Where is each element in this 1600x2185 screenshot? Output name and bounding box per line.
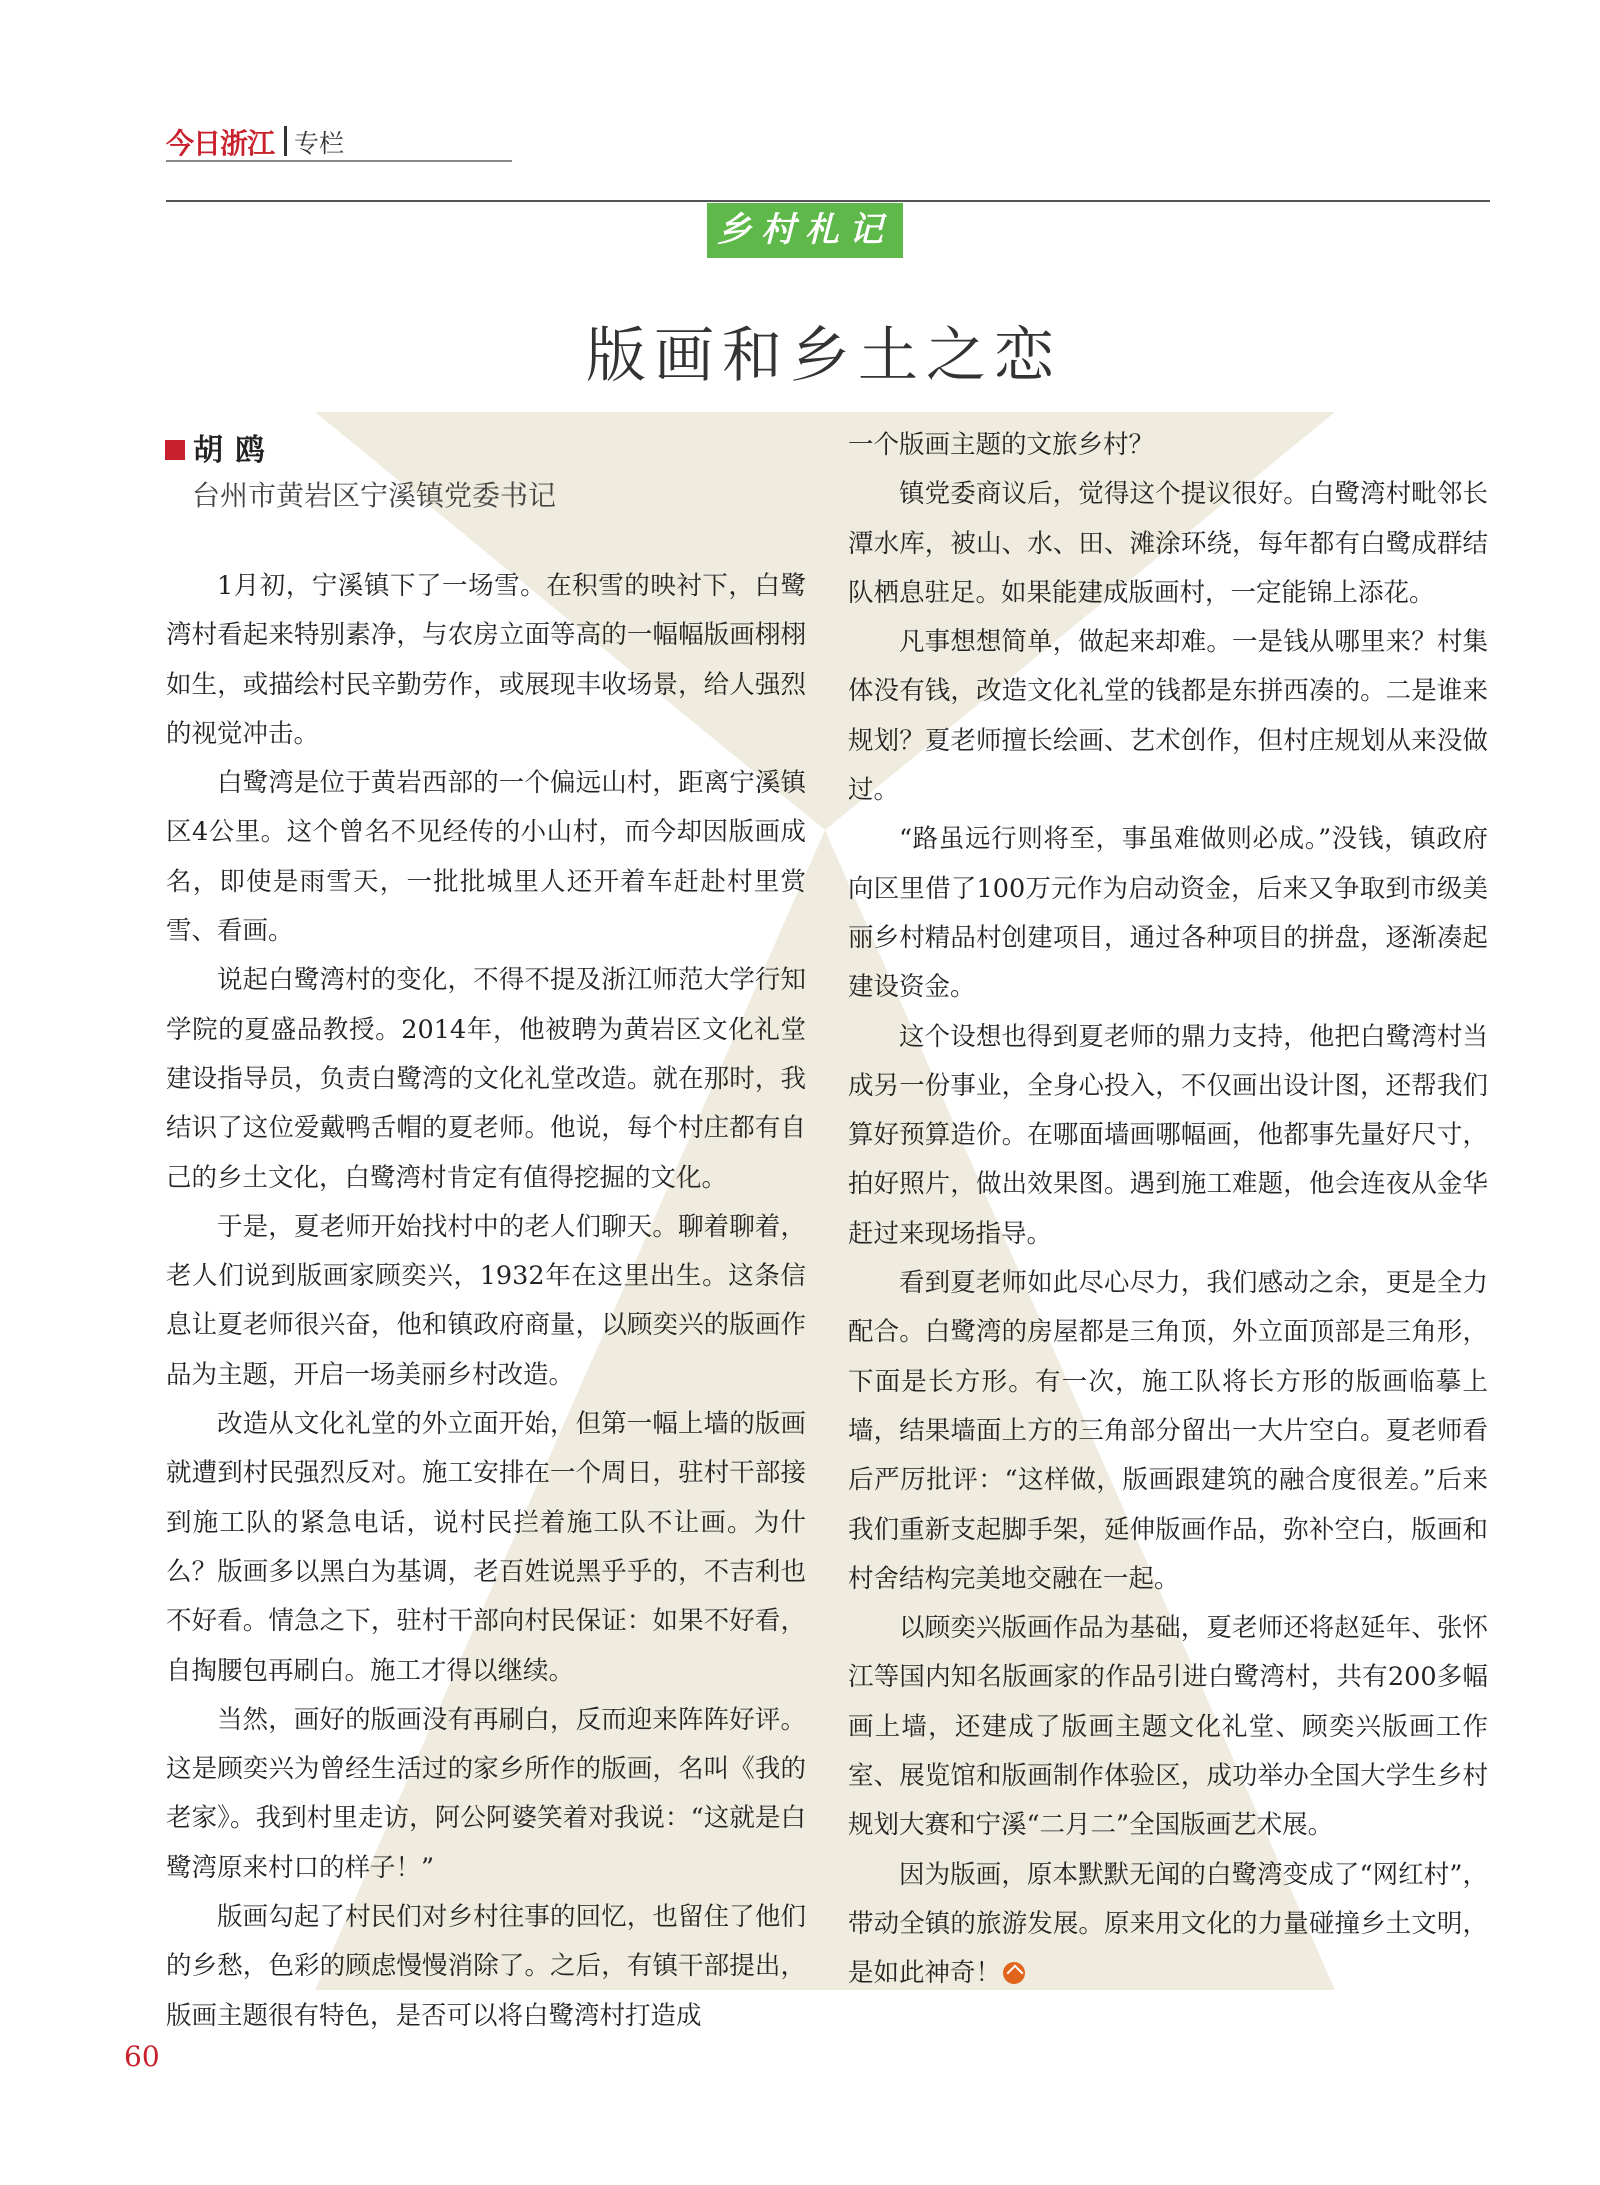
paragraph: 改造从文化礼堂的外立面开始，但第一幅上墙的版画就遭到村民强烈反对。施工安排在一个周日，驻村干部接到施工队的紧急电话，说村民拦着施工队不让画。为什么？版画多以黑白为基调，老百姓说黑乎乎的，不吉利也不好看。情急之下，驻村干部向村民保证：如果不好看，自掏腰包再刷白。施工才得以继续。 <box>166 1409 806 1686</box>
author-name <box>165 425 277 469</box>
paragraph: “路虽远行则将至，事虽难做则必成。”没钱，镇政府向区里借了100万元作为启动资金，后来又争取到市级美丽乡村精品村创建项目，通过各种项目的拼盘，逐渐凑起建设资金。 <box>848 824 1488 1003</box>
header-underline <box>166 160 512 162</box>
column-tag: 乡村札记 <box>707 203 903 258</box>
author-marker <box>165 440 185 460</box>
paragraph: 1月初，宁溪镇下了一场雪。在积雪的映衬下，白鹭湾村看起来特别素净，与农房立面等高的一幅幅版画栩栩如生，或描绘村民辛勤劳作，或展现丰收场景，给人强烈的视觉冲击。 <box>166 571 806 749</box>
paragraph-last <box>848 1851 1488 1999</box>
paragraph: 白鹭湾是位于黄岩西部的一个偏远山村，距离宁溪镇区4公里。这个曾名不见经传的小山村，而今却因版画成名，即使是雨雪天，一批批城里人还开着车赶赴村里赏雪、看画。 <box>166 768 806 947</box>
article-title: 版画和乡土之恋 <box>586 321 1062 391</box>
page-number: 60 <box>124 2040 160 2073</box>
paragraph-continuation: 一个版画主题的文旅乡村？ <box>848 430 1155 460</box>
paragraph: 镇党委商议后，觉得这个提议很好。白鹭湾村毗邻长潭水库，被山、水、田、滩涂环绕，每年都有白鹭成群结队栖息驻足。如果能建成版画村，一定能锦上添花。 <box>848 479 1488 608</box>
paragraph: 版画勾起了村民们对乡村往事的回忆，也留住了他们的乡愁，色彩的顾虑慢慢消除了。之后，有镇干部提出，版画主题很有特色，是否可以将白鹭湾村打造成 <box>166 1902 806 2031</box>
author-name-text: 胡鸥 <box>193 433 277 468</box>
left-column <box>166 562 806 2041</box>
paragraph: 说起白鹭湾村的变化，不得不提及浙江师范大学行知学院的夏盛品教授。2014年，他被聘为黄岩区文化礼堂建设指导员，负责白鹭湾的文化礼堂改造。就在那时，我结识了这位爱戴鸭舌帽的夏老师。他说，每个村庄都有自己的乡土文化，白鹭湾村肯定有值得挖掘的文化。 <box>166 965 806 1193</box>
last-paragraph-text: 因为版画，原本默默无闻的白鹭湾变成了“网红村”，带动全镇的旅游发展。原来用文化的力量碰撞乡土文明，是如此神奇！ <box>848 1859 1488 1989</box>
header-divider <box>284 126 287 156</box>
paragraph: 看到夏老师如此尽心尽力，我们感动之余，更是全力配合。白鹭湾的房屋都是三角顶，外立面顶部是三角形，下面是长方形。有一次，施工队将长方形的版画临摹上墙，结果墙面上方的三角部分留出一大片空白。夏老师看后严厉批评：“这样做，版画跟建筑的融合度很差。”后来我们重新支起脚手架，延伸版画作品，弥补空白，版画和村舍结构完美地交融在一起。 <box>848 1268 1488 1594</box>
paragraph: 于是，夏老师开始找村中的老人们聊天。聊着聊着，老人们说到版画家顾奕兴，1932年在这里出生。这条信息让夏老师很兴奋，他和镇政府商量，以顾奕兴的版画作品为主题，开启一场美丽乡村改造。 <box>166 1211 806 1390</box>
end-mark-icon <box>1003 1962 1025 1984</box>
magazine-header <box>166 118 512 158</box>
right-column <box>848 421 1488 1999</box>
top-rule <box>166 200 1490 202</box>
magazine-logo: 今日浙江 <box>166 127 275 160</box>
paragraph: 以顾奕兴版画作品为基础，夏老师还将赵延年、张怀江等国内知名版画家的作品引进白鹭湾村，共有200多幅画上墙，还建成了版画主题文化礼堂、顾奕兴版画工作室、展览馆和版画制作体验区，成功举办全国大学生乡村规划大赛和宁溪“二月二”全国版画艺术展。 <box>848 1613 1488 1841</box>
paragraph: 这个设想也得到夏老师的鼎力支持，他把白鹭湾村当成另一份事业，全身心投入，不仅画出设计图，还帮我们算好预算造价。在哪面墙画哪幅画，他都事先量好尺寸，拍好照片，做出效果图。遇到施工难题，他会连夜从金华赶过来现场指导。 <box>848 1021 1488 1249</box>
section-label: 专栏 <box>294 129 345 158</box>
author-title: 台州市黄岩区宁溪镇党委书记 <box>192 479 557 512</box>
paragraph: 凡事想想简单，做起来却难。一是钱从哪里来？村集体没有钱，改造文化礼堂的钱都是东拼西凑的。二是谁来规划？夏老师擅长绘画、艺术创作，但村庄规划从来没做过。 <box>848 627 1488 806</box>
paragraph: 当然，画好的版画没有再刷白，反而迎来阵阵好评。这是顾奕兴为曾经生活过的家乡所作的版画，名叫《我的老家》。我到村里走访，阿公阿婆笑着对我说：“这就是白鹭湾原来村口的样子！” <box>166 1704 806 1883</box>
